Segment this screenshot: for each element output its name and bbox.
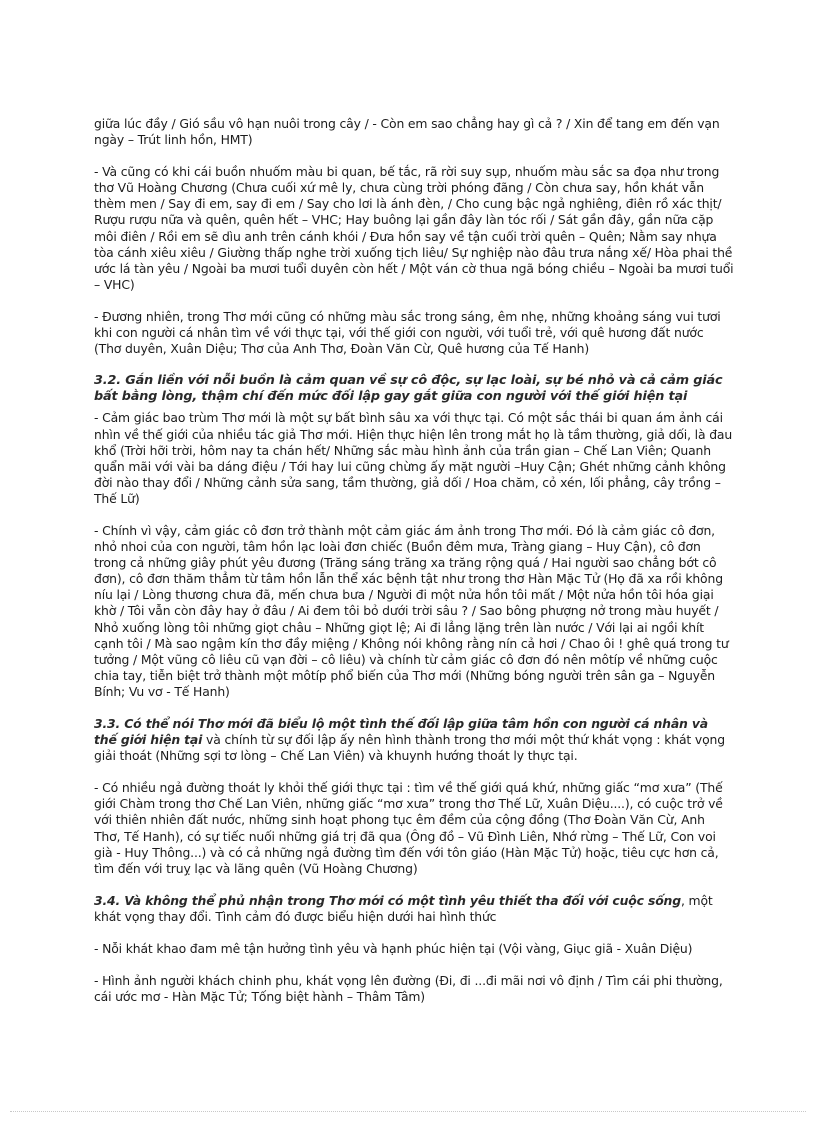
document-page <box>94 116 734 1021</box>
paragraph-love-longing: - Nỗi khát khao đam mê tận hưởng tình yêu và hạnh phúc hiện tại (Vội vàng, Giục giã - Xuân Diệu) <box>94 941 693 957</box>
paragraph-bright-colors: - Đương nhiên, trong Thơ mới cũng có những màu sắc trong sáng, êm nhẹ, những khoảng sáng vui tươi khi con người cá nhân tìm về với thực tại, với thế giới con người, với tuổi trẻ, với quê hương đất nước (Thơ duyên, Xuân Diệu; Thơ của Anh Thơ, Đoàn Văn Cừ, Quê hương của Tế Hanh) <box>94 308 721 357</box>
paragraph-traveler-image: - Hình ảnh người khách chinh phu, khát vọng lên đường (Đi, đi ...đi mãi nơi vô định / Tìm cái phi thường, cái ước mơ - Hàn Mặc Tử; Tống biệt hành – Thâm Tâm) <box>94 973 723 1005</box>
paragraph-discontent: - Cảm giác bao trùm Thơ mới là một sự bất bình sâu xa với thực tại. Có một sắc thái bi quan ám ảnh cái nhìn về thế giới của nhiều tác giả Thơ mới. Hiện thực hiện lên trong mắt họ là tầm thường, giả dối, là đau khổ (Trời hỡi trời, hôm nay ta chán hết/ Những sắc màu hình ảnh của trần gian – Chế Lan Viên; Quanh quẩn mãi với vài ba dáng điệu / Tới hay lui cũng chừng ấy mặt người –Huy Cận; Ghét những cảnh không đời nào thay đổi / Những cảnh sửa sang, tầm thường, giả dối / Hoa chăm, cỏ xén, lối phẳng, cây trồng – Thế Lữ) <box>94 410 733 506</box>
paragraph-escape-paths: - Có nhiều ngả đường thoát ly khỏi thế giới thực tại : tìm về thế giới quá khứ, những giấc “mơ xưa” (Thế giới Chàm trong thơ Chế Lan Viên, những giấc “mơ xưa” trong thơ Thế Lữ, Xuân Diệu....), có cuộc trở về với thiên nhiên đất nước, những sinh hoạt phong tục êm đềm của cộng đồng (Thơ Đoàn Văn Cừ, Anh Thơ, Tế Hanh), có sự tiếc nuối những giá trị đã qua (Ông đồ – Vũ Đình Liên, Nhớ rừng – Thế Lữ, Con voi già - Huy Thông...) và có cả những ngả đường tìm đến với tôn giáo (Hàn Mặc Tử) hoặc, tiêu cực hơn cả, tìm đến với truỵ lạc và lãng quên (Vũ Hoàng Chương) <box>94 780 723 876</box>
page-bottom-divider <box>10 1111 806 1112</box>
paragraph-loneliness: - Chính vì vậy, cảm giác cô đơn trở thành một cảm giác ám ảnh trong Thơ mới. Đó là cảm giác cô đơn, nhỏ nhoi của con người, tâm hồn lạc loài đơn chiếc (Buồn đêm mưa, Tràng giang – Huy Cận), cô đơn trong cả những giây phút yêu đương (Trăng sáng trăng xa trăng rộng quá / Hai người sao chẳng bớt cô đơn), cô đơn thăm thẳm từ tâm hồn lẫn thể xác bệnh tật như trong thơ Hàn Mặc Tử (Họ đã xa rồi không níu lại / Lòng thương chưa đã, mến chưa bưa / Người đi một nửa hồn tôi mất / Một nửa hồn tôi hóa giại khờ / Tôi vẫn còn đây hay ở đâu / Ai đem tôi bỏ dưới trời sâu ? / Sao bông phượng nở trong màu huyết / Nhỏ xuống lòng tôi những giọt châu – Những giọt lệ; Ai đi lẳng lặng trên làn nước / Với lại ai ngồi khít cạnh tôi / Mà sao ngậm kín thơ đầy miệng / Không nói không rằng nín cả hơi / Chao ôi ! ghê quá trong tư tưởng / Một vũng cô liêu cũ vạn đời – cô liêu) và chính từ cảm giác cô đơn đó nên môtíp về những cuộc chia tay, tiễn biệt trở thành một môtíp phổ biến của Thơ mới (Những bóng người trên sân ga – Nguyễn Bính; Vu vơ - Tế Hanh) <box>94 522 729 699</box>
section-3-3-text: và chính từ sự đối lập ấy nên hình thành trong thơ mới một thứ khát vọng : khát vọng giải thoát (Những sợi tơ lòng – Chế Lan Viên) và khuynh hướng thoát ly thực tại. <box>94 732 725 764</box>
section-heading-3-2: 3.2. Gắn liền với nỗi buồn là cảm quan về sự cô độc, sự lạc loài, sự bé nhỏ và cả cảm giác bất bằng lòng, thậm chí đến mức đối lập gay gắt giữa con người với thế giới hiện tại <box>94 373 723 405</box>
paragraph-section-3-3 <box>94 716 734 764</box>
paragraph-pessimism: - Và cũng có khi cái buồn nhuốm màu bi quan, bế tắc, rã rời suy sụp, nhuốm màu sắc sa đọa như trong thơ Vũ Hoàng Chương (Chưa cuối xứ mê ly, chưa cùng trời phóng đãng / Còn chưa say, hồn khát vẫn thèm men / Say đi em, say đi em / Say cho lơi là ánh đèn, / Cho cung bậc ngả nghiêng, điên rồ xác thịt/ Rượu rượu nữa và quên, quên hết – VHC; Hay buông lại gần đây làn tóc rối / Sát gần đây, gần nữa cặp môi điên / Rồi em sẽ dìu anh trên cánh khói / Đưa hồn say về tận cuối trời quên – Quên; Nằm say nhựa tòa cánh xiêu xiêu / Giường thấp nghe trời xuống tịch liêu/ Sự nghiệp nào đâu trưa nắng xế/ Hòa phai thề ước lá tàn yêu / Ngoài ba mươi tuổi duyên còn hết / Một ván cờ thua ngã bóng chiều – Ngoài ba mươi tuổi – VHC) <box>94 164 734 292</box>
paragraph-section-3-4 <box>94 893 734 925</box>
paragraph-poem-ending: giữa lúc đầy / Gió sầu vô hạn nuôi trong cây / - Còn em sao chẳng hay gì cả ? / Xin để tang em đến vạn ngày – Trút linh hồn, HMT) <box>94 116 720 148</box>
section-3-4-text: , một khát vọng thay đổi. Tình cảm đó được biểu hiện dưới hai hình thức <box>94 892 713 924</box>
section-heading-3-4: 3.4. Và không thể phủ nhận trong Thơ mới có một tình yêu thiết tha đối với cuộc sống <box>94 892 681 908</box>
section-heading-3-3: 3.3. Có thể nói Thơ mới đã biểu lộ một tình thế đối lập giữa tâm hồn con người cá nhân và thế giới hiện tại <box>94 716 708 748</box>
